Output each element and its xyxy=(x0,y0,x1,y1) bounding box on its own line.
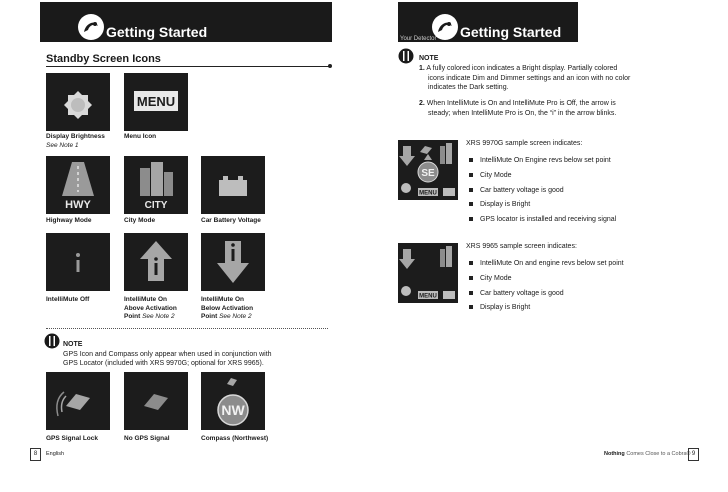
icon-display-brightness xyxy=(46,73,110,131)
label-gps-signal-lock: GPS Signal Lock xyxy=(46,435,99,442)
icon-intellimute-off xyxy=(46,233,110,291)
label-compass-nw: Compass (Northwest) xyxy=(201,435,269,442)
section-rule-dot xyxy=(328,64,332,68)
icon-intellimute-on-below xyxy=(201,233,265,291)
label-car-battery: Car Battery Voltage xyxy=(201,217,261,224)
icon-city-mode xyxy=(124,156,188,214)
sample-screen-9965 xyxy=(398,243,458,303)
menu-text-icon xyxy=(418,188,438,197)
svg-text:SE: SE xyxy=(421,168,435,179)
right-note-1: 1. A fully colored icon indicates a Bright display. Partially colored icons indicate Dim and Dimmer settings and an icon with no color indicates the Dark setting. xyxy=(419,65,631,91)
icon-no-gps-signal xyxy=(124,372,188,430)
gps-lock-icon xyxy=(46,372,110,430)
highway-icon xyxy=(46,156,110,214)
icon-car-battery xyxy=(201,156,265,214)
sample2-heading: XRS 9965 sample screen indicates: xyxy=(466,243,577,250)
cobra-logo-icon xyxy=(76,12,106,42)
left-page-number: 8 xyxy=(30,448,41,461)
label-no-gps-signal: No GPS Signal xyxy=(124,435,170,442)
right-note-2: 2. When IntelliMute is On and IntelliMute Pro is Off, the arrow is steady; when IntelliMute Pro is On, the “i” in the arrow blinks. xyxy=(419,100,617,117)
sample2-bullet: Display is Bright xyxy=(468,303,530,312)
menu-text-icon xyxy=(418,291,438,300)
sample1-heading: XRS 9970G sample screen indicates: xyxy=(466,140,583,147)
sample1-bullet: Display is Bright xyxy=(468,200,530,209)
left-header-title: Getting Started xyxy=(106,24,208,40)
icon-menu xyxy=(124,73,188,131)
left-footer-text: English xyxy=(46,451,65,457)
sun-icon xyxy=(46,73,110,131)
icon-gps-signal-lock xyxy=(46,372,110,430)
sun-icon xyxy=(401,183,411,193)
label-intellimute-on-above: IntelliMute On Above Activation Point See Note 2 xyxy=(124,296,177,320)
svg-text:CITY: CITY xyxy=(144,200,168,211)
right-page-number: 9 xyxy=(688,448,699,461)
arrow-up-icon xyxy=(124,233,188,291)
svg-text:MENU: MENU xyxy=(419,190,437,197)
sample2-bullet: Car battery voltage is good xyxy=(468,289,564,298)
compass-icon xyxy=(418,154,438,182)
city-icon xyxy=(440,143,452,164)
arrow-down-icon xyxy=(201,233,265,291)
battery-icon xyxy=(201,156,265,214)
label-menu-icon: Menu Icon xyxy=(124,133,157,140)
sample2-bullet: City Mode xyxy=(468,274,512,283)
cobra-logo-icon xyxy=(430,12,460,42)
menu-text-icon xyxy=(124,73,188,131)
label-highway-mode: Highway Mode xyxy=(46,217,92,224)
sample1-bullet: GPS locator is installed and receiving signal xyxy=(468,215,616,224)
city-icon xyxy=(124,156,188,214)
battery-icon xyxy=(443,188,455,196)
right-header-title: Getting Started xyxy=(460,24,562,40)
label-city-mode: City Mode xyxy=(124,217,156,224)
sun-icon xyxy=(401,286,411,296)
sample1-bullet: Car battery voltage is good xyxy=(468,186,564,195)
section-rule xyxy=(46,66,330,67)
left-note-text: GPS Icon and Compass only appear when used in conjunction with GPS Locator (included with XRS 9970G; optional for XRS 9965). xyxy=(63,351,272,367)
sample2-bullet: IntelliMute On and engine revs below set point xyxy=(468,259,624,268)
svg-text:MENU: MENU xyxy=(419,293,437,300)
arrow-down-icon xyxy=(399,146,415,166)
right-footer-text: Nothing Comes Close to a Cobra® xyxy=(604,451,691,457)
right-header-small: Your Detector xyxy=(400,36,437,42)
battery-icon xyxy=(443,291,455,299)
label-intellimute-off: IntelliMute Off xyxy=(46,296,90,303)
city-icon xyxy=(440,246,452,267)
svg-text:MENU: MENU xyxy=(136,94,176,109)
left-note-heading: NOTE xyxy=(63,341,83,348)
gps-lock-icon xyxy=(420,146,432,154)
label-intellimute-on-below: IntelliMute On Below Activation Point See Note 2 xyxy=(201,296,254,320)
icon-highway-mode xyxy=(46,156,110,214)
section-title: Standby Screen Icons xyxy=(46,53,161,65)
icon-compass-nw xyxy=(201,372,265,430)
right-note-heading: NOTE xyxy=(419,55,439,62)
no-gps-icon xyxy=(124,372,188,430)
sample-screen-9970g xyxy=(398,140,458,200)
sample1-bullet: IntelliMute On Engine revs below set point xyxy=(468,156,611,165)
note-divider xyxy=(46,328,328,329)
compass-icon xyxy=(201,372,265,430)
note-icon xyxy=(44,333,60,349)
label-display-brightness: Display Brightness See Note 1 xyxy=(46,133,105,149)
note-icon xyxy=(398,48,414,64)
icon-intellimute-on-above xyxy=(124,233,188,291)
svg-text:NW: NW xyxy=(221,402,245,418)
arrow-down-icon xyxy=(399,249,415,269)
sample1-bullet: City Mode xyxy=(468,171,512,180)
svg-text:HWY: HWY xyxy=(65,199,91,211)
intellimute-off-icon xyxy=(46,233,110,291)
